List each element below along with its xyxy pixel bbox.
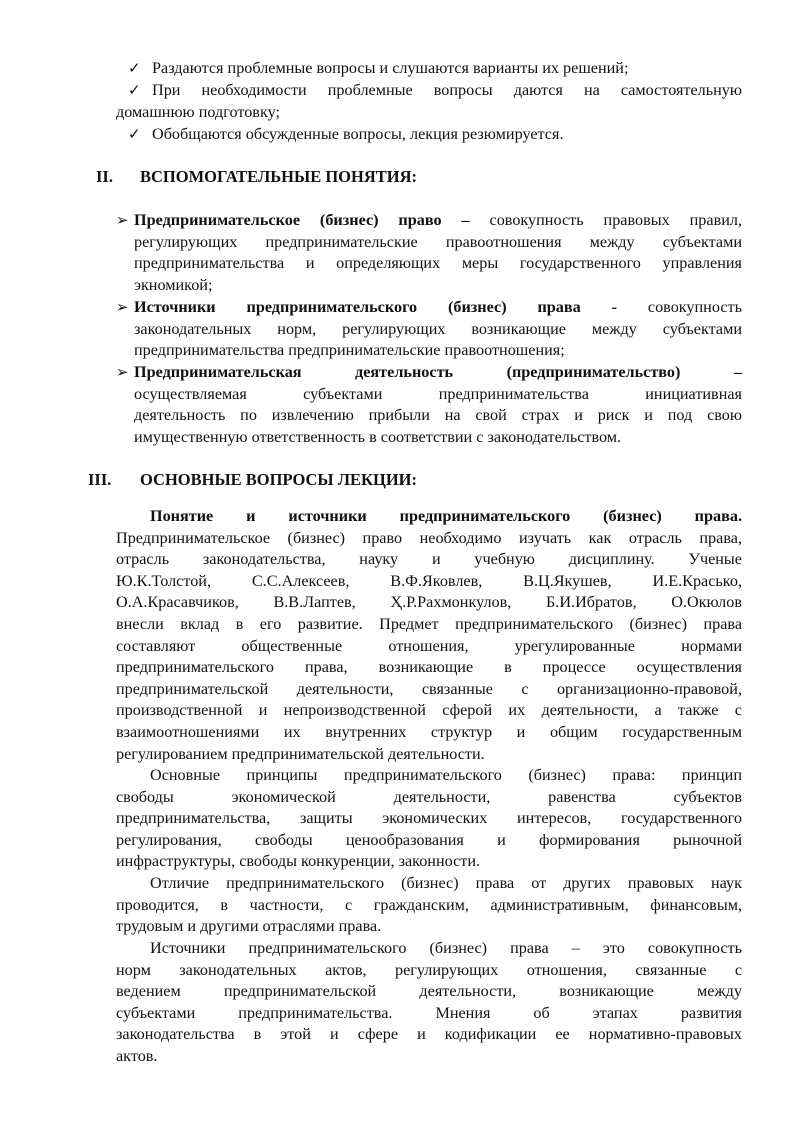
checkmark-icon: ✓ (128, 59, 141, 77)
arrow-bullet-icon: ➢ (116, 363, 129, 381)
lecture-paragraph: Понятие и источники предпринимательского (бизнес) права. Предпринимательское (бизнес) право необходимо изучать как отрасль права, отрасль законодательства, науку и учебную дисциплину. Ученые Ю.К.Толстой, С.С.Алексеев, В.Ф.Яковлев, В.Ц.Якушев, И.Е.Красько, О.А.Красавчиков, В.В.Лаптев, Ҳ.Р.Рахмонкулов, Б.И.Ибратов, О.Окюлов внесли вклад в его развитие. Предмет предпринимательского (бизнес) права составляют общественные отношения, урегулированные нормами предпринимательского права, возникающие в процессе осуществления предпринимательской деятельности, связанные с организационно-правовой, производственной и непроизводственной сферой их деятельности, а также с взаимоотношениями их внутренних структур и общим государственным регулированием предпринимательской деятельности. (116, 507, 742, 763)
arrow-bullet-icon: ➢ (116, 211, 129, 229)
definition-text: совокупность правовых правил, (489, 211, 742, 229)
lecture-paragraph: Основные принципы предпринимательского (бизнес) права: принцип свободы экономической деятельности, равенства субъектов предпринимательства, защиты экономических интересов, государственного регулирования, свободы ценообразования и формирования рыночной инфраструктуры, свободы конкуренции, законности. (116, 766, 742, 871)
section-number: II. (96, 167, 113, 186)
document-page: ✓ Раздаются проблемные вопросы и слушаются варианты их решений; ✓ При необходимости проблемные вопросы даются на самостоятельную домашнюю подготовку; ✓ Обобщаются обсужденные вопросы, лекция резюмируется. II. ВСПОМОГАТЕЛЬНЫЕ ПОНЯТИЯ: ➢ Предпринимательское (бизнес) право – совокупность правовых правил, регулирующих предпринимательские правоотношения между субъектами предпринимательства и определяющих меры государственного управления экномикой; ➢ Источники предпринимательского (бизнес) права - совокупность законодательных норм, регулирующих возникающие между субъектами предпринимательства предпринимательские правоотношения; ➢ Предпринимательская деятельность (предпринимательство) – осуществляемая субъектами предпринимательства инициативная деятельность по извлечению прибыли на свой страх и риск и под свою имущественную ответственность в соответствии с законодательством. III. ОСНОВНЫЕ ВОПРОСЫ ЛЕКЦИИ: Понятие и источники предпринимательского (бизнес) права. Предпринимательское (бизнес) право необходимо изучать как отрасль права, отрасль законодательства, науку и учебную дисциплину. Ученые Ю.К.Толстой, С.С.Алексеев, В.Ф.Яковлев, В.Ц.Якушев, И.Е.Красько, О.А.Красавчиков, В.В.Лаптев, Ҳ.Р.Рахмонкулов, Б.И.Ибратов, О.Окюлов внесли вклад в его развитие. Предмет предпринимательского (бизнес) права составляют общественные отношения, урегулированные нормами предпринимательского права, возникающие в процессе осуществления предпринимательской деятельности, связанные с организационно-правовой, производственной и непроизводственной сферой их деятельности, а также с взаимоотношениями их внутренних структур и общим государственным регулированием предпринимательской деятельности. Основные принципы предпринимательского (бизнес) права: принцип свободы экономической деятельности, равенства субъектов предпринимательства, защиты экономических интересов, государственного регулирования, свободы ценообразования и формирования рыночной инфраструктуры, свободы конкуренции, законности. Отличие предпринимательского (бизнес) права от других правовых наук проводится, в частности, с гражданским, административным, финансовым, трудовым и другими отраслями права. Источники предпринимательского (бизнес) права – это совокупность норм законодательных актов, регулирующих отношения, связанные с ведением предпринимательской деятельности, возникающие между субъектами предпринимательства. Мнения об этапах развития законодательства в этой и сфере и кодификации ее нормативно-правовых актов. (0, 0, 800, 1131)
checklist-item (116, 124, 742, 146)
definition-text: регулирующих предпринимательские правоотношения между субъектами (134, 232, 742, 251)
definition-text: законодательных норм, регулирующих возникающие между субъектами (134, 319, 742, 338)
definition-text: имущественную ответственность в соответствии с законодательством. (134, 427, 622, 446)
definition-text: совокупность (647, 298, 742, 316)
definition-term: Предпринимательская деятельность (предпринимательство) (134, 363, 681, 381)
section-title: ОСНОВНЫЕ ВОПРОСЫ ЛЕКЦИИ: (140, 470, 417, 489)
section-title: ВСПОМОГАТЕЛЬНЫЕ ПОНЯТИЯ: (140, 167, 417, 186)
checklist-item-text: домашнюю подготовку; (116, 102, 280, 121)
checklist-item (116, 58, 742, 80)
paragraph-bold-lead: Понятие и источники предпринимательского (бизнес) права. (150, 507, 742, 525)
definition-text: экномикой; (134, 275, 213, 294)
arrow-bullet-icon: ➢ (116, 298, 129, 316)
checklist-item-text: При необходимости проблемные вопросы даются на самостоятельную (152, 81, 742, 99)
checkmark-icon: ✓ (128, 81, 141, 99)
checklist-item-text: Раздаются проблемные вопросы и слушаются варианты их решений; (152, 59, 629, 77)
definition-text: осуществляемая субъектами предпринимательства инициативная (134, 384, 742, 403)
checkmark-icon: ✓ (128, 125, 141, 143)
lecture-paragraph: Отличие предпринимательского (бизнес) права от других правовых наук проводится, в частности, с гражданским, административным, финансовым, трудовым и другими отраслями права. (116, 874, 742, 936)
definition-term: Предпринимательское (бизнес) право (134, 211, 442, 229)
checklist-item-text: Обобщаются обсужденные вопросы, лекция резюмируется. (152, 125, 564, 143)
section-heading (88, 470, 588, 494)
checklist-item (116, 80, 742, 123)
lecture-paragraph: Источники предпринимательского (бизнес) права – это совокупность норм законодательных актов, регулирующих отношения, связанные с ведением предпринимательской деятельности, возникающие между субъектами предпринимательства. Мнения об этапах развития законодательства в этой и сфере и кодификации ее нормативно-правовых актов. (116, 939, 742, 1065)
definition-text: деятельность по извлечению прибыли на свой страх и риск и под свою (134, 406, 742, 425)
definition-text: предпринимательства предпринимательские правоотношения; (134, 341, 565, 360)
definition-text: предпринимательства и определяющих меры государственного управления (134, 254, 742, 273)
definition-term: Источники предпринимательского (бизнес) права (134, 298, 581, 316)
section-heading (96, 167, 596, 191)
section-number: III. (88, 470, 112, 489)
